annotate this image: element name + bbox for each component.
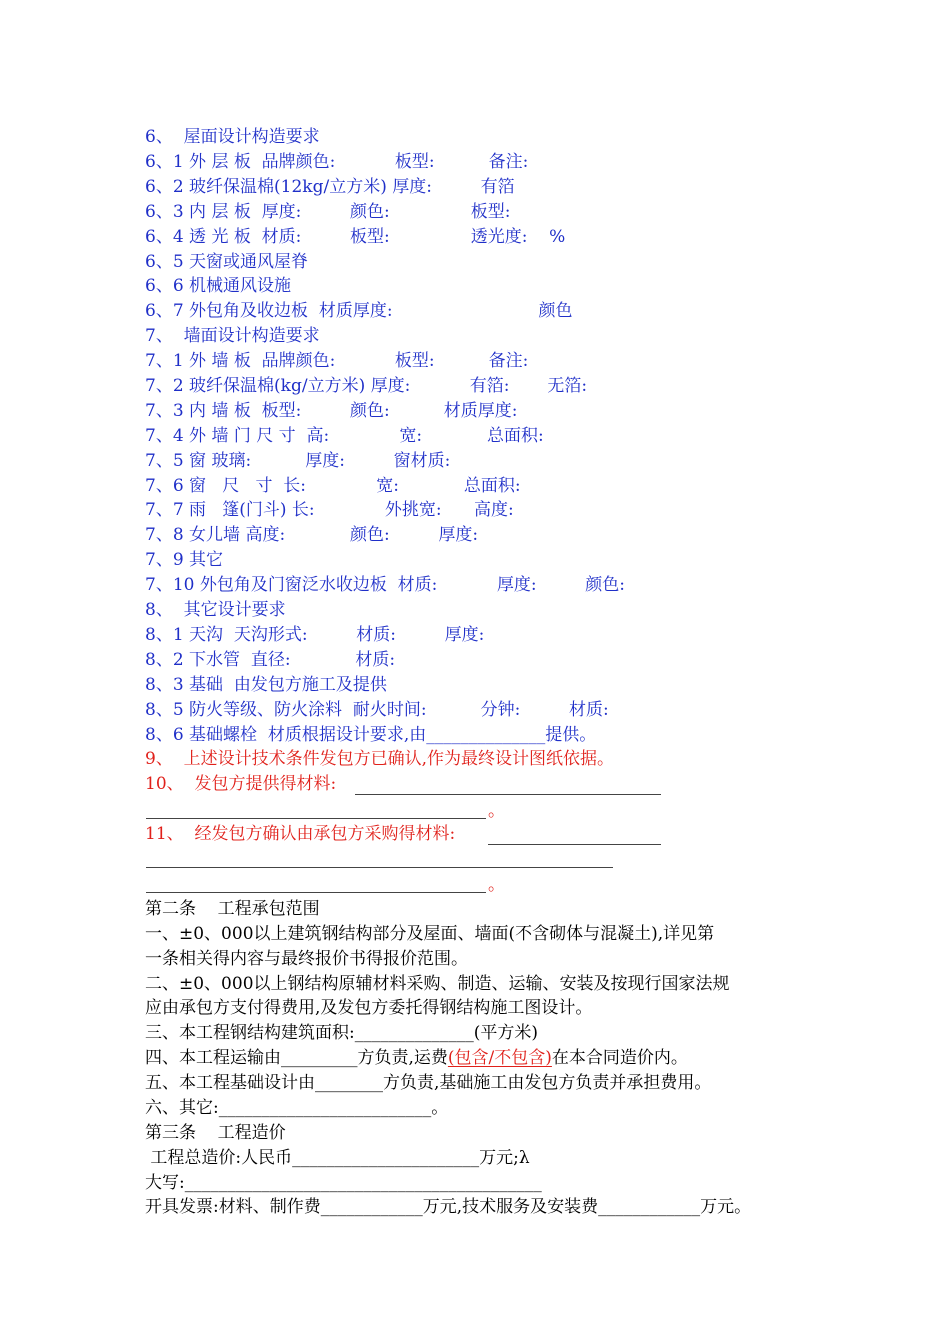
design-line: 7、1 外 墙 板 品牌颜色: 板型: 备注:: [145, 351, 529, 371]
design-line: 8、5 防火等级、防火涂料 耐火时间: 分钟: 材质:: [145, 700, 609, 720]
confirm-line-11: 11、 经发包方确认由承包方采购得材料:: [145, 824, 456, 844]
scope-item-1b: 一条相关得内容与最终报价书得报价范围。: [145, 949, 468, 969]
include-exclude-option: (包含/不包含): [447, 1048, 552, 1068]
design-line: 7、3 内 墙 板 板型: 颜色: 材质厚度:: [145, 401, 518, 421]
design-line: 7、8 女儿墙 高度: 颜色: 厚度:: [145, 525, 479, 545]
design-line: 7、5 窗 玻璃: 厚度: 窗材质:: [145, 451, 451, 471]
design-line: 8、6 基础螺栓 材质根据设计要求,由______________提供。: [145, 725, 597, 745]
scope-item-4: [145, 1047, 688, 1069]
design-line: 6、7 外包角及收边板 材质厚度: 颜色: [145, 301, 573, 321]
period-mark: 。: [488, 801, 505, 821]
scope-item-4-tail: 在本合同造价内。: [551, 1048, 688, 1068]
design-line: 8、3 基础 由发包方施工及提供: [145, 675, 387, 695]
fill-line: [355, 794, 661, 795]
design-line: 8、1 天沟 天沟形式: 材质: 厚度:: [145, 625, 485, 645]
roof-design-heading: 6、 屋面设计构造要求: [145, 127, 320, 147]
fill-line: [146, 892, 486, 893]
wall-design-heading: 7、 墙面设计构造要求: [145, 326, 320, 346]
confirm-line-10: 10、 发包方提供得材料:: [145, 774, 337, 794]
period-mark: 。: [488, 875, 505, 895]
scope-item-2a: 二、±0、000以上钢结构原辅材料采购、制造、运输、安装及按现行国家法规: [145, 974, 730, 994]
fill-line: [146, 818, 486, 819]
design-line: 7、9 其它: [145, 550, 224, 570]
total-price-line: 工程总造价:人民币______________________万元;λ: [145, 1148, 530, 1168]
design-line: 6、5 天窗或通风屋脊: [145, 252, 309, 272]
scope-item-3: 三、本工程钢结构建筑面积:______________(平方米): [145, 1023, 538, 1043]
design-line: 7、2 玻纤保温棉(kg/立方米) 厚度: 有箔: 无箔:: [145, 376, 588, 396]
scope-item-6: 六、其它:_________________________。: [145, 1098, 449, 1118]
fill-line: [146, 867, 613, 868]
article-3-title: 第三条 工程造价: [145, 1123, 286, 1143]
design-line: 6、1 外 层 板 品牌颜色: 板型: 备注:: [145, 152, 529, 172]
scope-item-4-text: 四、本工程运输由_________方负责,运费: [145, 1048, 448, 1068]
design-line: 6、6 机械通风设施: [145, 276, 292, 296]
design-line: 7、6 窗 尺 寸 长: 宽: 总面积:: [145, 476, 521, 496]
design-line: 6、2 玻纤保温棉(12kg/立方米) 厚度: 有箔: [145, 177, 515, 197]
scope-item-2b: 应由承包方支付得费用,及发包方委托得钢结构施工图设计。: [145, 998, 593, 1018]
scope-item-1a: 一、±0、000以上建筑钢结构部分及屋面、墙面(不含砌体与混凝土),详见第: [145, 924, 715, 944]
design-line: 7、10 外包角及门窗泛水收边板 材质: 厚度: 颜色:: [145, 575, 625, 595]
design-line: 8、2 下水管 直径: 材质:: [145, 650, 396, 670]
article-2-title: 第二条 工程承包范围: [145, 899, 320, 919]
scope-item-5: 五、本工程基础设计由________方负责,基础施工由发包方负责并承担费用。: [145, 1073, 712, 1093]
other-design-heading: 8、 其它设计要求: [145, 600, 286, 620]
uppercase-amount-line: 大写:__________________________________________: [145, 1173, 542, 1193]
invoice-line: 开具发票:材料、制作费____________万元,技术服务及安装费____________万元。: [145, 1197, 752, 1217]
design-line: 7、4 外 墙 门 尺 寸 高: 宽: 总面积:: [145, 426, 544, 446]
design-line: 7、7 雨 篷(门斗) 长: 外挑宽: 高度:: [145, 500, 514, 520]
confirm-line-9: 9、 上述设计技术条件发包方已确认,作为最终设计图纸依据。: [145, 749, 615, 769]
design-line: 6、3 内 层 板 厚度: 颜色: 板型:: [145, 202, 511, 222]
design-line: 6、4 透 光 板 材质: 板型: 透光度: %: [145, 227, 566, 247]
fill-line: [488, 844, 661, 845]
